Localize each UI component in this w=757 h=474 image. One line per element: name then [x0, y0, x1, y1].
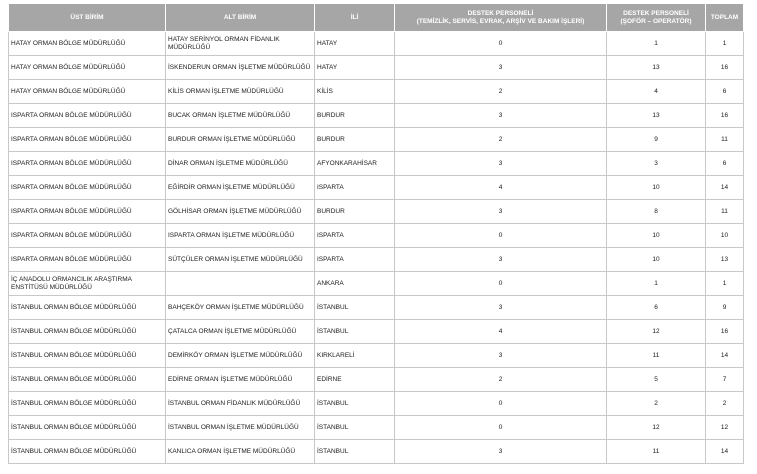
cell-ili: KİLİS: [315, 80, 395, 104]
cell-toplam: 13: [706, 248, 744, 272]
cell-destek-temizlik: 0: [395, 224, 607, 248]
cell-ust-birim: ISPARTA ORMAN BÖLGE MÜDÜRLÜĞÜ: [9, 104, 166, 128]
cell-destek-temizlik: 4: [395, 320, 607, 344]
cell-destek-temizlik: 3: [395, 440, 607, 464]
cell-destek-sofor: 6: [607, 296, 706, 320]
table-row: [9, 368, 744, 392]
cell-ili: HATAY: [315, 32, 395, 56]
cell-ust-birim: İSTANBUL ORMAN BÖLGE MÜDÜRLÜĞÜ: [9, 344, 166, 368]
cell-destek-temizlik: 3: [395, 104, 607, 128]
cell-destek-temizlik: 3: [395, 152, 607, 176]
cell-destek-sofor: 12: [607, 416, 706, 440]
cell-destek-temizlik: 2: [395, 80, 607, 104]
cell-toplam: 16: [706, 56, 744, 80]
cell-destek-sofor: 11: [607, 440, 706, 464]
cell-ust-birim: HATAY ORMAN BÖLGE MÜDÜRLÜĞÜ: [9, 56, 166, 80]
cell-alt-birim: HATAY SERİNYOL ORMAN FİDANLIK MÜDÜRLÜĞÜ: [166, 32, 315, 56]
cell-destek-sofor: 13: [607, 104, 706, 128]
cell-destek-temizlik: 3: [395, 296, 607, 320]
personnel-table: [8, 3, 744, 464]
cell-destek-temizlik: 3: [395, 248, 607, 272]
table-row: [9, 272, 744, 296]
cell-destek-sofor: 4: [607, 80, 706, 104]
cell-ust-birim: İSTANBUL ORMAN BÖLGE MÜDÜRLÜĞÜ: [9, 416, 166, 440]
cell-ili: KIRKLARELİ: [315, 344, 395, 368]
cell-destek-temizlik: 2: [395, 128, 607, 152]
header-ust-birim: ÜST BİRİM: [9, 4, 166, 32]
cell-ust-birim: ISPARTA ORMAN BÖLGE MÜDÜRLÜĞÜ: [9, 200, 166, 224]
cell-destek-temizlik: 0: [395, 272, 607, 296]
cell-destek-temizlik: 3: [395, 344, 607, 368]
table-row: [9, 248, 744, 272]
cell-alt-birim: DEMİRKÖY ORMAN İŞLETME MÜDÜRLÜĞÜ: [166, 344, 315, 368]
cell-alt-birim: EĞİRDİR ORMAN İŞLETME MÜDÜRLÜĞÜ: [166, 176, 315, 200]
table-row: [9, 416, 744, 440]
cell-ust-birim: İÇ ANADOLU ORMANCILIK ARAŞTIRMA ENSTİTÜSÜ MÜDÜRLÜĞÜ: [9, 272, 166, 296]
cell-ust-birim: HATAY ORMAN BÖLGE MÜDÜRLÜĞÜ: [9, 32, 166, 56]
cell-alt-birim: BAHÇEKÖY ORMAN İŞLETME MÜDÜRLÜĞÜ: [166, 296, 315, 320]
table-row: [9, 176, 744, 200]
cell-toplam: 12: [706, 416, 744, 440]
cell-ili: BURDUR: [315, 200, 395, 224]
table-row: [9, 296, 744, 320]
header-destek-temizlik: [395, 4, 607, 32]
table-row: [9, 224, 744, 248]
table-row: [9, 392, 744, 416]
cell-alt-birim: KANLICA ORMAN İŞLETME MÜDÜRLÜĞÜ: [166, 440, 315, 464]
cell-destek-sofor: 2: [607, 392, 706, 416]
cell-destek-sofor: 10: [607, 248, 706, 272]
cell-ili: BURDUR: [315, 104, 395, 128]
cell-ili: EDİRNE: [315, 368, 395, 392]
cell-destek-sofor: 5: [607, 368, 706, 392]
cell-ust-birim: İSTANBUL ORMAN BÖLGE MÜDÜRLÜĞÜ: [9, 296, 166, 320]
cell-ili: AFYONKARAHİSAR: [315, 152, 395, 176]
cell-destek-sofor: 1: [607, 32, 706, 56]
cell-ust-birim: İSTANBUL ORMAN BÖLGE MÜDÜRLÜĞÜ: [9, 440, 166, 464]
table-row: [9, 56, 744, 80]
cell-toplam: 7: [706, 368, 744, 392]
header-destek-sofor-line2: (ŞOFÖR – OPERATÖR): [620, 17, 692, 25]
cell-ili: ANKARA: [315, 272, 395, 296]
cell-ust-birim: HATAY ORMAN BÖLGE MÜDÜRLÜĞÜ: [9, 80, 166, 104]
cell-destek-sofor: 13: [607, 56, 706, 80]
cell-toplam: 16: [706, 104, 744, 128]
cell-ili: ISPARTA: [315, 248, 395, 272]
cell-toplam: 14: [706, 344, 744, 368]
cell-alt-birim: İSTANBUL ORMAN İŞLETME MÜDÜRLÜĞÜ: [166, 416, 315, 440]
cell-alt-birim: EDİRNE ORMAN İŞLETME MÜDÜRLÜĞÜ: [166, 368, 315, 392]
cell-destek-temizlik: 0: [395, 416, 607, 440]
cell-ili: ISPARTA: [315, 224, 395, 248]
cell-destek-sofor: 10: [607, 224, 706, 248]
cell-toplam: 2: [706, 392, 744, 416]
cell-alt-birim: ÇATALCA ORMAN İŞLETME MÜDÜRLÜĞÜ: [166, 320, 315, 344]
table-row: [9, 320, 744, 344]
cell-ust-birim: İSTANBUL ORMAN BÖLGE MÜDÜRLÜĞÜ: [9, 392, 166, 416]
cell-destek-sofor: 3: [607, 152, 706, 176]
cell-alt-birim: SÜTÇÜLER ORMAN İŞLETME MÜDÜRLÜĞÜ: [166, 248, 315, 272]
cell-ust-birim: ISPARTA ORMAN BÖLGE MÜDÜRLÜĞÜ: [9, 176, 166, 200]
cell-destek-sofor: 10: [607, 176, 706, 200]
cell-ili: İSTANBUL: [315, 416, 395, 440]
cell-toplam: 11: [706, 200, 744, 224]
cell-ili: BURDUR: [315, 128, 395, 152]
cell-ili: İSTANBUL: [315, 320, 395, 344]
table-row: [9, 344, 744, 368]
cell-alt-birim: İSKENDERUN ORMAN İŞLETME MÜDÜRLÜĞÜ: [166, 56, 315, 80]
cell-ust-birim: ISPARTA ORMAN BÖLGE MÜDÜRLÜĞÜ: [9, 152, 166, 176]
cell-toplam: 9: [706, 296, 744, 320]
cell-ili: İSTANBUL: [315, 296, 395, 320]
table-row: [9, 152, 744, 176]
table-row: [9, 80, 744, 104]
cell-ust-birim: İSTANBUL ORMAN BÖLGE MÜDÜRLÜĞÜ: [9, 368, 166, 392]
cell-alt-birim: İSTANBUL ORMAN FİDANLIK MÜDÜRLÜĞÜ: [166, 392, 315, 416]
table-row: [9, 128, 744, 152]
cell-destek-temizlik: 2: [395, 368, 607, 392]
cell-destek-temizlik: 3: [395, 200, 607, 224]
cell-ili: İSTANBUL: [315, 440, 395, 464]
table-row: [9, 104, 744, 128]
header-destek-temizlik-line1: DESTEK PERSONELİ: [467, 9, 534, 17]
cell-destek-temizlik: 4: [395, 176, 607, 200]
cell-destek-temizlik: 0: [395, 32, 607, 56]
cell-toplam: 16: [706, 320, 744, 344]
header-ili: İLİ: [315, 4, 395, 32]
cell-toplam: 14: [706, 440, 744, 464]
cell-destek-sofor: 9: [607, 128, 706, 152]
cell-toplam: 1: [706, 32, 744, 56]
cell-destek-sofor: 8: [607, 200, 706, 224]
header-toplam: TOPLAM: [706, 4, 744, 32]
cell-alt-birim: BURDUR ORMAN İŞLETME MÜDÜRLÜĞÜ: [166, 128, 315, 152]
table-row: [9, 200, 744, 224]
header-destek-sofor-line1: DESTEK PERSONELİ: [623, 9, 689, 17]
header-row: [9, 4, 744, 32]
cell-ili: ISPARTA: [315, 176, 395, 200]
cell-destek-sofor: 1: [607, 272, 706, 296]
cell-destek-sofor: 12: [607, 320, 706, 344]
cell-alt-birim: [166, 272, 315, 296]
cell-ili: İSTANBUL: [315, 392, 395, 416]
table-row: [9, 440, 744, 464]
cell-toplam: 10: [706, 224, 744, 248]
cell-ust-birim: ISPARTA ORMAN BÖLGE MÜDÜRLÜĞÜ: [9, 248, 166, 272]
cell-destek-temizlik: 0: [395, 392, 607, 416]
header-alt-birim: ALT BİRİM: [166, 4, 315, 32]
cell-alt-birim: GÖLHİSAR ORMAN İŞLETME MÜDÜRLÜĞÜ: [166, 200, 315, 224]
cell-destek-temizlik: 3: [395, 56, 607, 80]
cell-ust-birim: ISPARTA ORMAN BÖLGE MÜDÜRLÜĞÜ: [9, 128, 166, 152]
table-row: [9, 32, 744, 56]
cell-alt-birim: DİNAR ORMAN İŞLETME MÜDÜRLÜĞÜ: [166, 152, 315, 176]
cell-ust-birim: İSTANBUL ORMAN BÖLGE MÜDÜRLÜĞÜ: [9, 320, 166, 344]
cell-ili: HATAY: [315, 56, 395, 80]
cell-toplam: 6: [706, 152, 744, 176]
table-body: [9, 32, 744, 464]
cell-ust-birim: ISPARTA ORMAN BÖLGE MÜDÜRLÜĞÜ: [9, 224, 166, 248]
cell-toplam: 1: [706, 272, 744, 296]
cell-destek-sofor: 11: [607, 344, 706, 368]
header-destek-sofor: [607, 4, 706, 32]
cell-alt-birim: BUCAK ORMAN İŞLETME MÜDÜRLÜĞÜ: [166, 104, 315, 128]
header-destek-temizlik-line2: (TEMİZLİK, SERVİS, EVRAK, ARŞİV VE BAKIM İŞLERİ): [416, 17, 585, 25]
cell-alt-birim: ISPARTA ORMAN İŞLETME MÜDÜRLÜĞÜ: [166, 224, 315, 248]
cell-alt-birim: KİLİS ORMAN İŞLETME MÜDÜRLÜĞÜ: [166, 80, 315, 104]
cell-toplam: 6: [706, 80, 744, 104]
cell-toplam: 11: [706, 128, 744, 152]
cell-toplam: 14: [706, 176, 744, 200]
